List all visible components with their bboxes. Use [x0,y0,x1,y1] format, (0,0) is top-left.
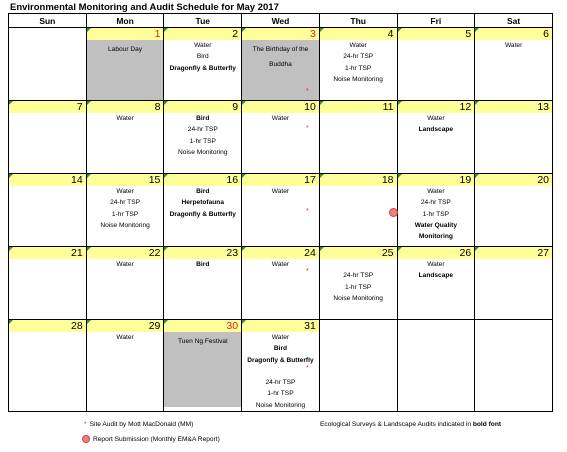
calendar-day-cell [164,174,242,247]
report-submission-marker [389,208,398,217]
event-item: Bird [273,345,288,353]
day-number [475,28,552,40]
day-number-label: 7 [76,101,83,113]
corner-marker-icon [320,247,324,251]
calendar-day-cell [319,28,397,101]
corner-marker-icon [398,247,402,251]
day-number [320,247,397,259]
day-number [87,247,164,259]
page-title: Environmental Monitoring and Audit Schedule for May 2017 [10,2,279,13]
calendar-day-cell [319,247,397,320]
calendar-day-cell [86,174,164,247]
day-number [9,101,86,113]
calendar-day-cell [242,247,320,320]
calendar-day-cell [319,101,397,174]
event-item: 1-hr TSP [345,64,372,72]
calendar-body [9,28,553,412]
event-item: Water [427,115,445,122]
day-number [320,174,397,186]
calendar-day-cell [397,174,475,247]
event-item: Noise Monitoring [333,294,383,302]
calendar-day-cell [9,247,87,320]
calendar-day-cell [164,101,242,174]
day-number-label: 8 [154,101,161,113]
holiday-shading [87,40,164,100]
event-item: Dragonfly & Butterfly [247,356,314,364]
calendar-day-cell [86,28,164,101]
calendar-day-cell [9,101,87,174]
day-number-label: 19 [459,174,472,186]
day-number-label: 15 [148,174,161,186]
event-item: Bird [196,188,210,195]
site-audit-marker: * [306,268,309,275]
day-number-label: 2 [232,28,239,40]
corner-marker-icon [164,320,168,324]
calendar-week-row [9,101,553,174]
day-number [164,247,241,259]
corner-marker-icon [164,101,168,105]
report-circle-icon [82,435,90,443]
event-item: Bird [196,261,210,268]
event-item: Water [194,42,212,49]
day-number-label: 10 [304,101,316,113]
event-item: 24-hr TSP [343,272,374,280]
calendar-day-cell [86,320,164,412]
event-item: 24-hr TSP [420,199,451,207]
day-number-label: 1 [154,28,161,40]
event-item: Water [116,261,134,268]
event-item: Noise Monitoring [100,221,150,229]
corner-marker-icon [87,320,91,324]
corner-marker-icon [320,174,324,178]
calendar-day-cell [475,101,553,174]
event-item: 24-hr TSP [343,53,374,61]
corner-marker-icon [242,247,246,251]
holiday-label: Tuen Ng Festival [177,338,228,345]
corner-marker-icon [87,28,91,32]
corner-marker-icon [164,247,168,251]
day-number-label: 12 [459,101,472,113]
event-item: Dragonfly & Butterfly [169,64,236,72]
day-number [164,174,241,186]
weekday-header-tue: Tue [164,14,242,28]
day-number [87,28,164,40]
calendar-day-cell [397,320,475,412]
day-number-label: 24 [304,247,316,259]
corner-marker-icon [475,28,479,32]
corner-marker-icon [475,101,479,105]
corner-marker-icon [398,101,402,105]
event-item: Water [271,334,290,341]
holiday-label: The Birthday of the Buddha [252,46,309,68]
legend-report [82,435,220,443]
calendar-day-cell [9,320,87,412]
calendar-day-cell [164,247,242,320]
day-number [242,174,319,186]
calendar-day-cell [9,28,87,101]
weekday-header-wed: Wed [242,14,320,28]
event-item: 1-hr TSP [111,210,139,218]
day-number-label: 17 [304,174,316,186]
day-number [9,174,86,186]
day-number-label: 4 [387,28,394,40]
day-number [475,101,552,113]
day-number [242,28,319,40]
day-number-label: 9 [232,101,239,113]
day-number-label: 25 [381,247,394,259]
day-number [164,101,241,113]
event-item: 1-hr TSP [345,283,372,291]
weekday-header-sat: Sat [475,14,553,28]
event-item: Bird [196,115,210,122]
calendar-day-cell [164,28,242,101]
day-number [475,174,552,186]
day-number [9,247,86,259]
calendar-day-cell [9,174,87,247]
corner-marker-icon [87,101,91,105]
holiday-shading [164,332,241,407]
event-item: Landscape [418,272,454,280]
legend-ecological [320,421,501,428]
legend-site-audit-label: Site Audit by Mott MacDonald (MM) [89,421,194,428]
day-number-label: 30 [226,320,239,332]
corner-marker-icon [9,320,13,324]
calendar-day-cell [164,320,242,412]
holiday-label: Labour Day [108,46,143,53]
day-number [87,101,164,113]
day-number-label: 6 [543,28,549,40]
day-number [320,101,397,113]
day-number-label: 28 [71,320,83,332]
corner-marker-icon [398,28,402,32]
day-number-label: 13 [537,101,549,113]
corner-marker-icon [475,247,479,251]
corner-marker-icon [320,101,324,105]
day-number [87,174,164,186]
day-number-label: 31 [304,320,316,332]
legend-report-label: Report Submission (Monthly EM&A Report) [93,435,220,443]
corner-marker-icon [164,174,168,178]
calendar-day-cell [86,101,164,174]
calendar-day-cell [475,28,553,101]
day-number [242,101,319,113]
calendar-day-cell [397,247,475,320]
day-number [164,320,241,332]
event-item: 1-hr TSP [267,390,294,398]
calendar-day-cell [319,174,397,247]
corner-marker-icon [9,101,13,105]
day-number [398,174,475,186]
corner-marker-icon [9,247,13,251]
day-number-label: 21 [71,247,83,259]
calendar-day-cell [242,101,320,174]
corner-marker-icon [475,174,479,178]
weekday-header-sun: Sun [9,14,87,28]
event-item: Dragonfly & Butterfly [169,210,236,218]
event-item: 1-hr TSP [422,210,449,218]
calendar-day-cell [475,247,553,320]
day-number [398,247,475,259]
event-item [320,259,397,270]
event-item: Water Quality Monitoring [414,221,457,241]
legend-site-audit [84,421,193,428]
corner-marker-icon [398,174,402,178]
event-item: Noise Monitoring [333,75,383,83]
corner-marker-icon [242,174,246,178]
calendar-week-row [9,174,553,247]
site-audit-marker: * [306,365,309,372]
calendar-day-cell [397,28,475,101]
event-item: 24-hr TSP [265,379,296,387]
calendar-day-cell [397,101,475,174]
event-item: 1-hr TSP [189,137,216,145]
day-number [398,28,475,40]
day-number [87,320,164,332]
event-item: Water [504,42,523,49]
event-item: Water [116,188,134,195]
event-item: Water [116,115,134,122]
day-number-label: 29 [148,320,161,332]
event-item: Water [427,188,445,195]
corner-marker-icon [242,101,246,105]
day-number-label: 3 [309,28,316,40]
day-number [242,320,319,332]
event-item: 24-hr TSP [187,126,218,134]
calendar-table [8,13,553,412]
day-number [320,28,397,40]
event-item: Water [271,261,290,268]
day-number [475,247,552,259]
corner-marker-icon [87,174,91,178]
event-item: Noise Monitoring [255,401,306,409]
day-number-label: 27 [537,247,549,259]
calendar-day-cell [475,174,553,247]
corner-marker-icon [87,247,91,251]
day-number-label: 22 [148,247,161,259]
legend-bold-font-label: bold font [472,421,502,428]
event-item: Water [349,42,367,49]
star-icon: * [84,421,87,428]
weekday-header-thu: Thu [319,14,397,28]
legend-ecological-label: Ecological Surveys & Landscape Audits indicated in [320,421,472,428]
event-item: Landscape [418,126,454,134]
corner-marker-icon [242,320,246,324]
day-number-label: 11 [382,101,394,113]
day-number [9,320,86,332]
weekday-header-mon: Mon [86,14,164,28]
event-item: Herpetofauna [181,199,224,207]
day-number-label: 18 [381,174,394,186]
day-number-label: 5 [465,28,472,40]
day-number [242,247,319,259]
event-item: Water [116,334,134,341]
event-item: 24-hr TSP [110,199,141,207]
event-item: Water [271,188,290,195]
event-item: Water [271,115,290,122]
day-number [164,28,241,40]
site-audit-marker: * [306,208,309,215]
calendar-week-row [9,247,553,320]
event-item: Water [427,261,445,268]
event-item: Noise Monitoring [178,148,228,156]
weekday-header-fri: Fri [397,14,475,28]
corner-marker-icon [164,28,168,32]
event-item: Bird [196,53,209,61]
calendar-week-row [9,320,553,412]
day-number-label: 20 [537,174,549,186]
day-number-label: 16 [226,174,239,186]
site-audit-marker: * [306,88,309,95]
corner-marker-icon [320,28,324,32]
day-number [398,101,475,113]
day-number-label: 23 [226,247,239,259]
weekday-header-row [9,14,553,28]
calendar-day-cell [319,320,397,412]
calendar-day-cell [86,247,164,320]
day-number-label: 26 [459,247,472,259]
corner-marker-icon [9,174,13,178]
calendar-week-row [9,28,553,101]
site-audit-marker: * [306,125,309,132]
calendar-day-cell [475,320,553,412]
day-number-label: 14 [71,174,83,186]
corner-marker-icon [242,28,246,32]
